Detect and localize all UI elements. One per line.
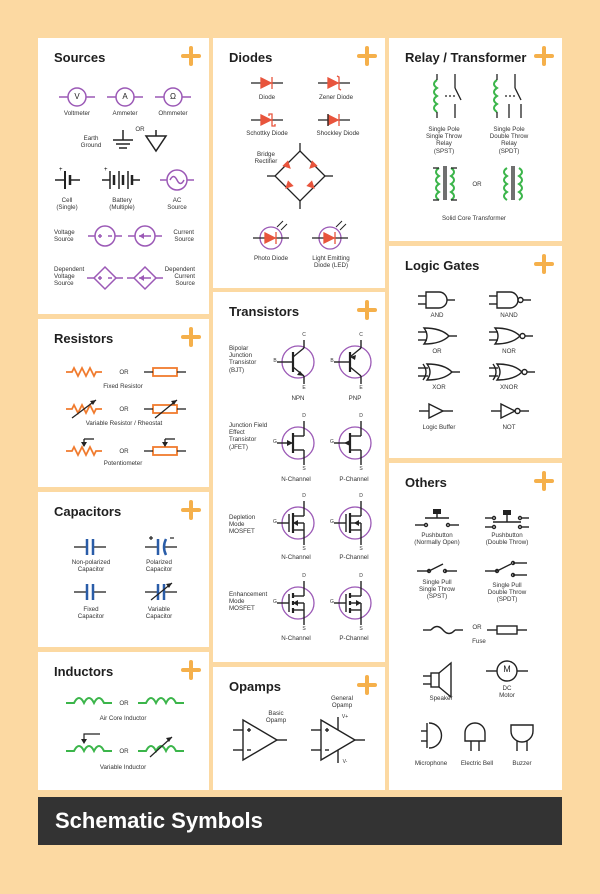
fixed-resistor-label: Fixed Resistor (103, 383, 143, 390)
others-card (389, 463, 562, 790)
diode-symbols-icon (213, 38, 385, 288)
pin-g: G (330, 439, 334, 445)
pin-b: B (273, 358, 277, 364)
or-label: OR (472, 181, 482, 188)
current-source-label: Current Source (173, 229, 194, 244)
spdt-relay-label: Single Pole Double Throw Relay (SPDT) (489, 126, 529, 155)
svg-text:+: + (104, 167, 108, 173)
pin-b: B (330, 358, 334, 364)
relay-card (389, 38, 562, 241)
pushbutton-dt-label: Pushbutton (Double Throw) (485, 532, 529, 547)
voltmeter-symbol-letter: V (74, 92, 80, 101)
pin-d: D (302, 413, 306, 419)
or-gate-label: OR (432, 348, 442, 355)
buzzer-label: Buzzer (512, 760, 532, 767)
potentiometer-label: Potentiometer (103, 460, 143, 467)
battery-label: Battery (Multiple) (109, 197, 135, 212)
or-label: OR (119, 748, 129, 755)
or-label: OR (119, 448, 129, 455)
depletion-n-channel-label: N-Channel (281, 554, 311, 561)
ohmmeter-symbol-letter: Ω (170, 92, 176, 101)
ammeter-symbol-letter: A (122, 92, 128, 101)
ammeter-label: Ammeter (112, 110, 138, 117)
pin-s: S (302, 546, 306, 552)
general-opamp-label: General Opamp (330, 695, 353, 710)
cell-label: Cell (Single) (56, 197, 78, 212)
page-title: Schematic Symbols (55, 808, 263, 833)
inductors-heading: Inductors (54, 664, 114, 679)
pin-s: S (302, 626, 306, 632)
basic-opamp-label: Basic Opamp (265, 710, 287, 725)
opamps-card (213, 667, 385, 790)
pin-s: S (359, 466, 363, 472)
shockley-label: Shockley Diode (316, 130, 360, 137)
pin-e: E (359, 385, 363, 391)
pin-d: D (359, 573, 363, 579)
enhancement-label: Enhancement Mode MOSFET (229, 591, 268, 613)
pin-d: D (359, 413, 363, 419)
not-label: NOT (502, 424, 516, 431)
spst-relay-label: Single Pole Single Throw Relay (SPST) (426, 126, 462, 155)
fuse-label: Fuse (472, 638, 486, 645)
opamp-symbols-icon (213, 667, 385, 790)
svg-text:+: + (59, 167, 63, 173)
zener-label: Zener Diode (318, 94, 354, 101)
vplus-label: V+ (341, 714, 349, 720)
pin-s: S (359, 626, 363, 632)
jfet-p-channel-label: P-Channel (339, 476, 369, 483)
pin-s: S (302, 466, 306, 472)
photo-diode-label: Photo Diode (253, 255, 289, 262)
or-label: OR (119, 700, 129, 707)
capacitors-heading: Capacitors (54, 504, 122, 519)
bjt-label: Bipolar Junction Transistor (BJT) (229, 345, 257, 374)
pin-e: E (302, 385, 306, 391)
pin-c: C (359, 332, 363, 338)
pin-d: D (302, 493, 306, 499)
variable-resistor-label: Variable Resistor / Rheostat (85, 420, 163, 427)
ac-source-label: AC Source (167, 197, 187, 212)
xor-label: XOR (432, 384, 446, 391)
variable-inductor-label: Variable Inductor (99, 764, 147, 771)
resistors-heading: Resistors (54, 331, 114, 346)
nand-label: NAND (500, 312, 518, 319)
pin-g: G (273, 599, 277, 605)
transistors-heading: Transistors (229, 304, 300, 319)
voltage-source-label: Voltage Source (54, 229, 75, 244)
or-label: OR (472, 624, 482, 631)
title-banner (38, 797, 562, 845)
non-polarized-label: Non-polarized Capacitor (71, 559, 111, 574)
pin-g: G (330, 519, 334, 525)
relay-symbols-icon (389, 38, 562, 241)
depletion-p-channel-label: P-Channel (339, 554, 369, 561)
diode-label: Diode (258, 94, 276, 101)
sp-dt-label: Single Pull Double Throw (SPDT) (487, 582, 527, 604)
led-label: Light Emitting Diode (LED) (312, 255, 350, 270)
jfet-n-channel-label: N-Channel (281, 476, 311, 483)
resistors-card (38, 319, 209, 487)
pin-c: C (302, 332, 306, 338)
jfet-label: Junction Field Effect Transistor (JFET) (229, 422, 268, 451)
voltmeter-label: Voltmeter (63, 110, 91, 117)
dc-motor-label: DC Motor (499, 685, 515, 700)
earth-ground-label: Earth Ground (80, 135, 102, 150)
enhancement-n-channel-label: N-Channel (281, 635, 311, 642)
electric-bell-label: Electric Bell (460, 760, 494, 767)
pnp-label: PNP (348, 395, 362, 402)
pin-s: S (359, 546, 363, 552)
pin-g: G (330, 599, 334, 605)
vminus-label: V- (342, 759, 348, 765)
speaker-label: Speaker (429, 695, 453, 702)
variable-capacitor-label: Variable Capacitor (145, 606, 173, 621)
logic-card (389, 246, 562, 458)
dependent-current-label: Dependent Current Source (164, 266, 195, 288)
ohmmeter-label: Ohmmeter (158, 110, 188, 117)
depletion-label: Depletion Mode MOSFET (229, 514, 256, 536)
pin-d: D (302, 573, 306, 579)
or-label: OR (119, 369, 129, 376)
dependent-voltage-label: Dependent Voltage Source (54, 266, 85, 288)
logic-heading: Logic Gates (405, 258, 480, 273)
motor-letter: M (503, 664, 511, 674)
pushbutton-no-label: Pushbutton (Normally Open) (414, 532, 460, 547)
microphone-label: Microphone (414, 760, 448, 767)
sources-heading: Sources (54, 50, 106, 65)
capacitors-card (38, 492, 209, 647)
capacitor-symbols-icon (38, 492, 209, 647)
npn-label: NPN (291, 395, 305, 402)
diodes-heading: Diodes (229, 50, 273, 65)
diodes-card (213, 38, 385, 288)
pin-g: G (273, 439, 277, 445)
sources-card (38, 38, 209, 314)
opamps-heading: Opamps (229, 679, 282, 694)
or-label: OR (135, 126, 145, 133)
and-label: AND (430, 312, 444, 319)
fixed-capacitor-label: Fixed Capacitor (77, 606, 105, 621)
solid-core-label: Solid Core Transformer (442, 215, 506, 222)
pin-g: G (273, 519, 277, 525)
nor-label: NOR (502, 348, 516, 355)
schottky-label: Schottky Diode (246, 130, 288, 137)
relay-heading: Relay / Transformer (405, 50, 527, 65)
sp-st-label: Single Pull Single Throw (SPST) (419, 579, 455, 601)
air-core-label: Air Core Inductor (99, 715, 147, 722)
inductors-card (38, 652, 209, 790)
or-label: OR (119, 406, 129, 413)
transistors-card (213, 292, 385, 662)
enhancement-p-channel-label: P-Channel (339, 635, 369, 642)
logic-buffer-label: Logic Buffer (422, 424, 456, 431)
xnor-label: XNOR (500, 384, 518, 391)
polarized-label: Polarized Capacitor (145, 559, 173, 574)
others-heading: Others (405, 475, 447, 490)
bridge-rectifier-label: Bridge Rectifier (254, 151, 278, 166)
pin-d: D (359, 493, 363, 499)
